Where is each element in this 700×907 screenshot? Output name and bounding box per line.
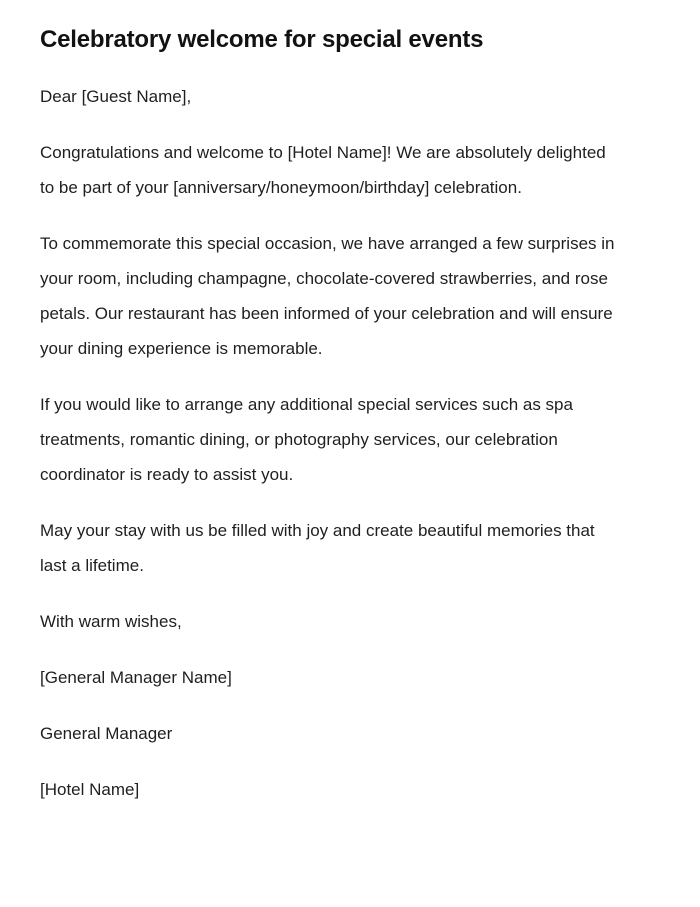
signature-name: [General Manager Name] — [40, 668, 232, 687]
letter-body — [40, 79, 620, 807]
signature-title: General Manager — [40, 724, 173, 743]
letter-paragraph-services: If you would like to arrange any additional special services such as spa treatments, romantic dining, or photography services, our celebration coordinator is ready to assist you. — [40, 395, 573, 484]
page-title: Celebratory welcome for special events — [40, 26, 484, 53]
signature-organization: [Hotel Name] — [40, 780, 140, 799]
letter-closing: With warm wishes, — [40, 612, 182, 631]
letter-paragraph-welcome: Congratulations and welcome to [Hotel Name]! We are absolutely delighted to be part of your [anniversary/honeymoon/birthday] celebration. — [40, 143, 606, 197]
letter-salutation: Dear [Guest Name], — [40, 87, 192, 106]
letter-paragraph-wishes: May your stay with us be filled with joy and create beautiful memories that last a lifetime. — [40, 521, 595, 575]
letter-paragraph-surprises: To commemorate this special occasion, we have arranged a few surprises in your room, including champagne, chocolate-covered strawberries, and rose petals. Our restaurant has been informed of your celebration and will ensure your dining experience is memorable. — [40, 234, 615, 358]
